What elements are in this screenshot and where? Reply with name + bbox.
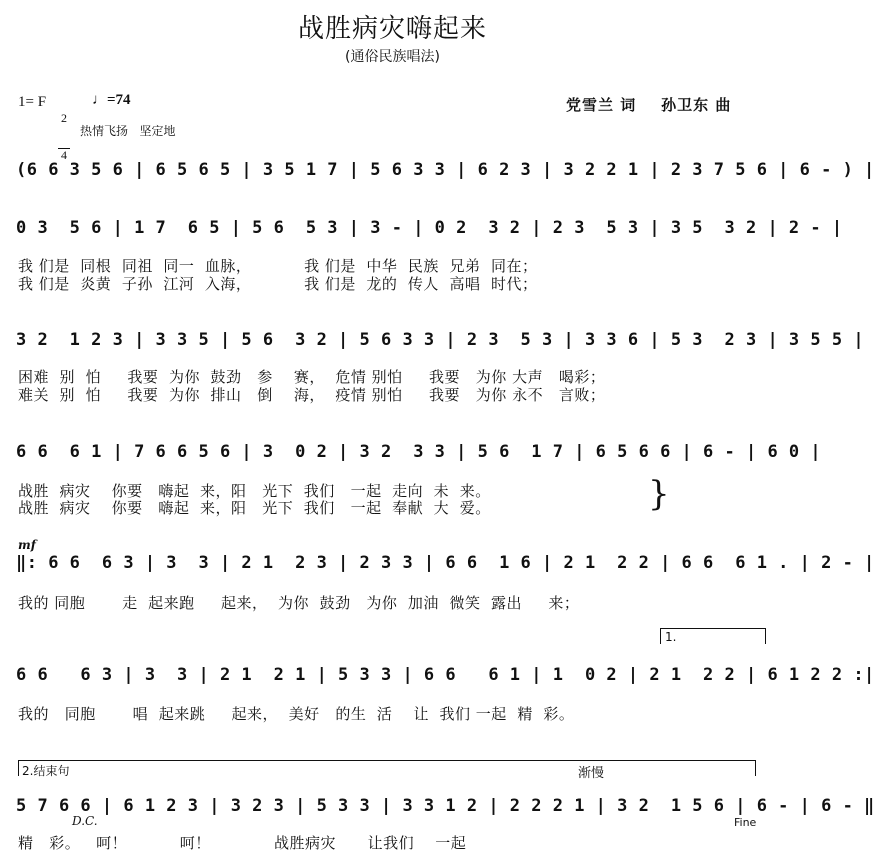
time-signature-top: 2 [61,111,67,125]
notation-line-7: 5 7 6 6 | 6 1 2 3 | 3 2 3 | 5 3 3 | 3 3 1 2 | 2 2 2 1 | 3 2 1 5 6 | 6 - | 6 - ‖ [16,796,875,816]
notation-line-4: 6 6 6 1 | 7 6 6 5 6 | 3 0 2 | 3 2 3 3 | 5 6 1 7 | 6 5 6 6 | 6 - | 6 0 | [16,442,822,462]
expression-mark: 热情飞扬 坚定地 [80,124,176,138]
credits: 党雪兰 词 孙卫东 曲 [566,96,732,114]
volta-2-left [18,760,19,776]
notation-line-3: 3 2 1 2 3 | 3 3 5 | 5 6 3 2 | 5 6 3 3 | 2 3 5 3 | 3 3 6 | 5 3 2 3 | 3 5 5 | [16,330,865,350]
volta-2-label: 2.结束句 [22,764,70,778]
volta-1-bracket [660,628,765,629]
lyrics-line-2-verse-2: 我 们是 炎黄 子孙 江河 入海， 我 们是 龙的 传人 高唱 时代； [18,275,538,293]
time-signature-bottom: 4 [58,148,70,161]
dynamic-mark: mf [18,538,36,552]
song-subtitle: (通俗民族唱法) [345,49,440,65]
fine-mark: Fine [734,816,757,829]
key-signature: 1= F [18,94,47,110]
notation-line-5: ‖: 6 6 6 3 | 3 3 | 2 1 2 3 | 2 3 3 | 6 6 1 6 | 2 1 2 2 | 6 6 6 1 . | 2 - | [16,553,875,573]
da-capo-mark: D.C. [72,814,98,828]
volta-2-right [755,760,756,776]
notation-line-1: (6 6 3 5 6 | 6 5 6 5 | 3 5 1 7 | 5 6 3 3 | 6 2 3 | 3 2 2 1 | 2 3 7 5 6 | 6 - ) | [16,160,875,180]
lyrics-line-3-verse-2: 难关 别 怕 我要 为你 排山 倒 海， 疫情 别怕 我要 为你 永不 言败； [18,386,606,404]
lyrics-line-6: 我的 同胞 唱 起来跳 起来， 美好 的生 活 让 我们 一起 精 彩。 [18,705,575,723]
lyrics-line-5: 我的 同胞 走 起来跑 起来， 为你 鼓劲 为你 加油 微笑 露出 来； [18,594,580,612]
volta-2-bracket [18,760,755,761]
verse-brace: } [648,474,670,514]
lyrics-line-3-verse-1: 困难 别 怕 我要 为你 鼓劲 参 赛， 危情 别怕 我要 为你 大声 喝彩； [18,368,606,386]
lyrics-line-2-verse-1: 我 们是 同根 同祖 同一 血脉， 我 们是 中华 民族 兄弟 同在； [18,257,538,275]
lyrics-line-4-verse-2: 战胜 病灾 你要 嗨起 来，阳 光下 我们 一起 奉献 大 爱。 [18,499,491,517]
notation-line-2: 0 3 5 6 | 1 7 6 5 | 5 6 5 3 | 3 - | 0 2 3 2 | 2 3 5 3 | 3 5 3 2 | 2 - | [16,218,843,238]
lyrics-line-7: 精 彩。 呵！ 呵！ 战胜病灾 让我们 一起 [18,834,467,852]
notation-line-6: 6 6 6 3 | 3 3 | 2 1 2 1 | 5 3 3 | 6 6 6 1 | 1 0 2 | 2 1 2 2 | 6 1 2 2 :| [16,665,875,685]
volta-1-label: 1. [665,630,677,644]
lyrics-line-4-verse-1: 战胜 病灾 你要 嗨起 来，阳 光下 我们 一起 走向 未 来。 [18,482,491,500]
volta-1-left [660,628,661,644]
volta-1-right [765,628,766,644]
ritardando-mark: 渐慢 [578,766,605,781]
song-title: 战胜病灾嗨起来 [297,14,487,44]
tempo-mark: ♩=74 [92,92,131,108]
